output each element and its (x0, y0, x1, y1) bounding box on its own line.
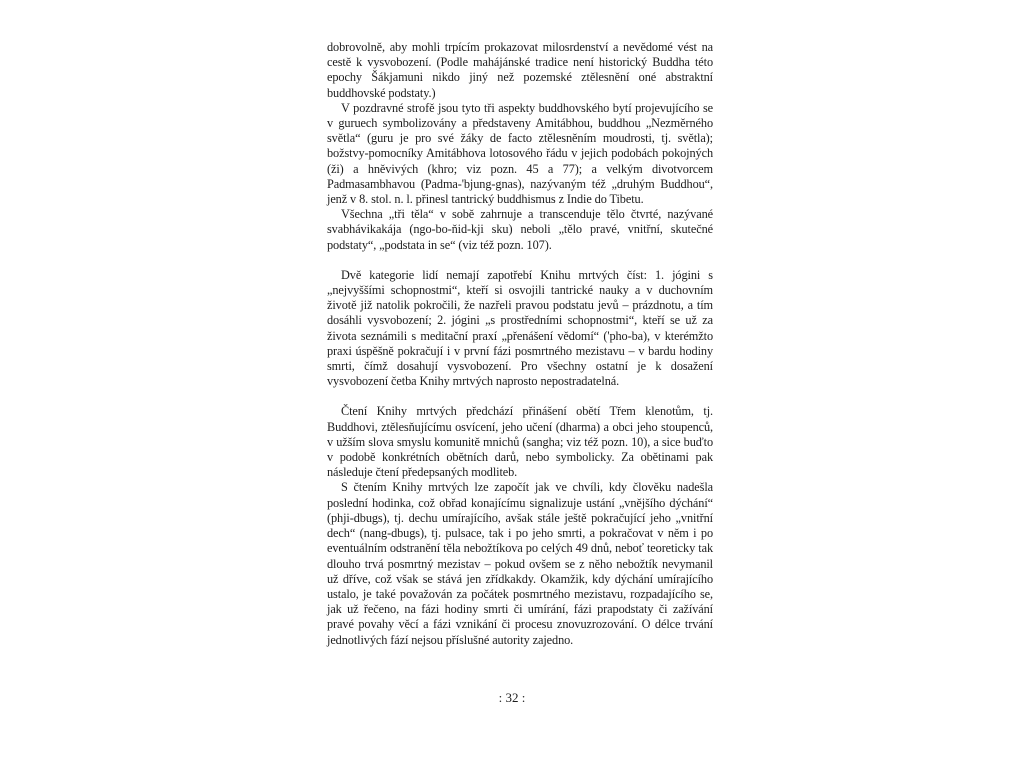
paragraph: S čtením Knihy mrtvých lze započít jak ve chvíli, kdy člověku nadešla poslední hodinka, což obřad konajícímu signalizuje ustání „vnějšího dýchání“ (phji-dbugs), tj. dechu umírajícího, avšak stále ještě pokračující jeho „vnitřní dech“ (nang-dbugs), tj. pulsace, tak i po jeho smrti, a pokračovat v něm i po eventuálním odstranění těla nebožtíkova po celých 49 dnů, neboť teoreticky tak dlouho trvá posmrtný mezistav – pokud ovšem se z něho nebožtík nevymanil už dříve, což však se stává jen zřídkakdy. Okamžik, kdy dýchání umírajícího ustalo, je také považován za počátek posmrtného mezistavu, rozpadajícího se, jak už řečeno, na fázi hodiny smrti či umírání, fázi prapodstaty či zažívání pravé povahy věcí a fázi vznikání či procesu znovuzrozování. O délce trvání jednotlivých fází nejsou příslušné autority zajedno. (327, 480, 713, 647)
paragraph: Čtení Knihy mrtvých předchází přinášení obětí Třem klenotům, tj. Buddhovi, ztělesňujícímu osvícení, jeho učení (dharma) a obci jeho stoupenců, v užším slova smyslu komunitě mnichů (sangha; viz též pozn. 10), a sice buďto v podobě konkrétních obětních darů, nebo symbolicky. Za obětinami pak následuje čtení předepsaných modliteb. (327, 404, 713, 480)
paragraph: Všechna „tři těla“ v sobě zahrnuje a transcenduje tělo čtvrté, nazývané svabhávikakája (ngo-bo-ňid-kji sku) neboli „tělo pravé, vnitřní, skutečné podstaty“, „podstata in se“ (viz též pozn. 107). (327, 207, 713, 252)
paragraph: dobrovolně, aby mohli trpícím prokazovat milosrdenství a nevědomé vést na cestě k vysvobození. (Podle mahájánské tradice není historický Buddha této epochy Šákjamuni nikdo jiný než pozemské ztělesnění oné abstraktní buddhovské podstaty.) (327, 40, 713, 100)
paragraph: Dvě kategorie lidí nemají zapotřebí Knihu mrtvých číst: 1. jógini s „nejvyššími schopnostmi“, kteří si osvojili tantrické nauky a v duchovním životě již natolik pokročili, že nazřeli pravou podstatu jevů – prázdnotu, a tím dosáhli vysvobození; 2. jógini „s prostředními schopnostmi“, kteří se už za života seznámili s meditační praxí „přenášení vědomí“ ('pho-ba), v kterémžto praxi úspěšně pokračují i v první fázi posmrtného mezistavu – v bardu hodiny smrti, čímž dosahují vysvobození. Pro všechny ostatní je k dosažení vysvobození četba Knihy mrtvých naprosto nepostradatelná. (327, 267, 713, 389)
section-reading (327, 404, 713, 647)
page-number: : 32 : (498, 690, 526, 705)
paragraph: V pozdravné strofě jsou tyto tři aspekty buddhovského bytí projevujícího se v guruech symbolizovány a představeny Amitábhou, buddhou „Nezměrného světla“ (guru je pro své žáky de facto ztělesněním moudrosti, tj. světla); božstvy-pomocníky Amitábhova lotosového řádu v jejich podobách pokojných (ži) a hněvivých (khro; viz pozn. 45 a 77); a velkým divotvorcem Padmasambhavou (Padma-'bjung-gnas), nazývaným též „druhým Buddhou“, jenž v 8. stol. n. l. přinesl tantrický buddhismus z Indie do Tibetu. (327, 100, 713, 207)
section-notes (327, 40, 713, 253)
section-categories (327, 268, 713, 390)
body-text (327, 40, 713, 648)
